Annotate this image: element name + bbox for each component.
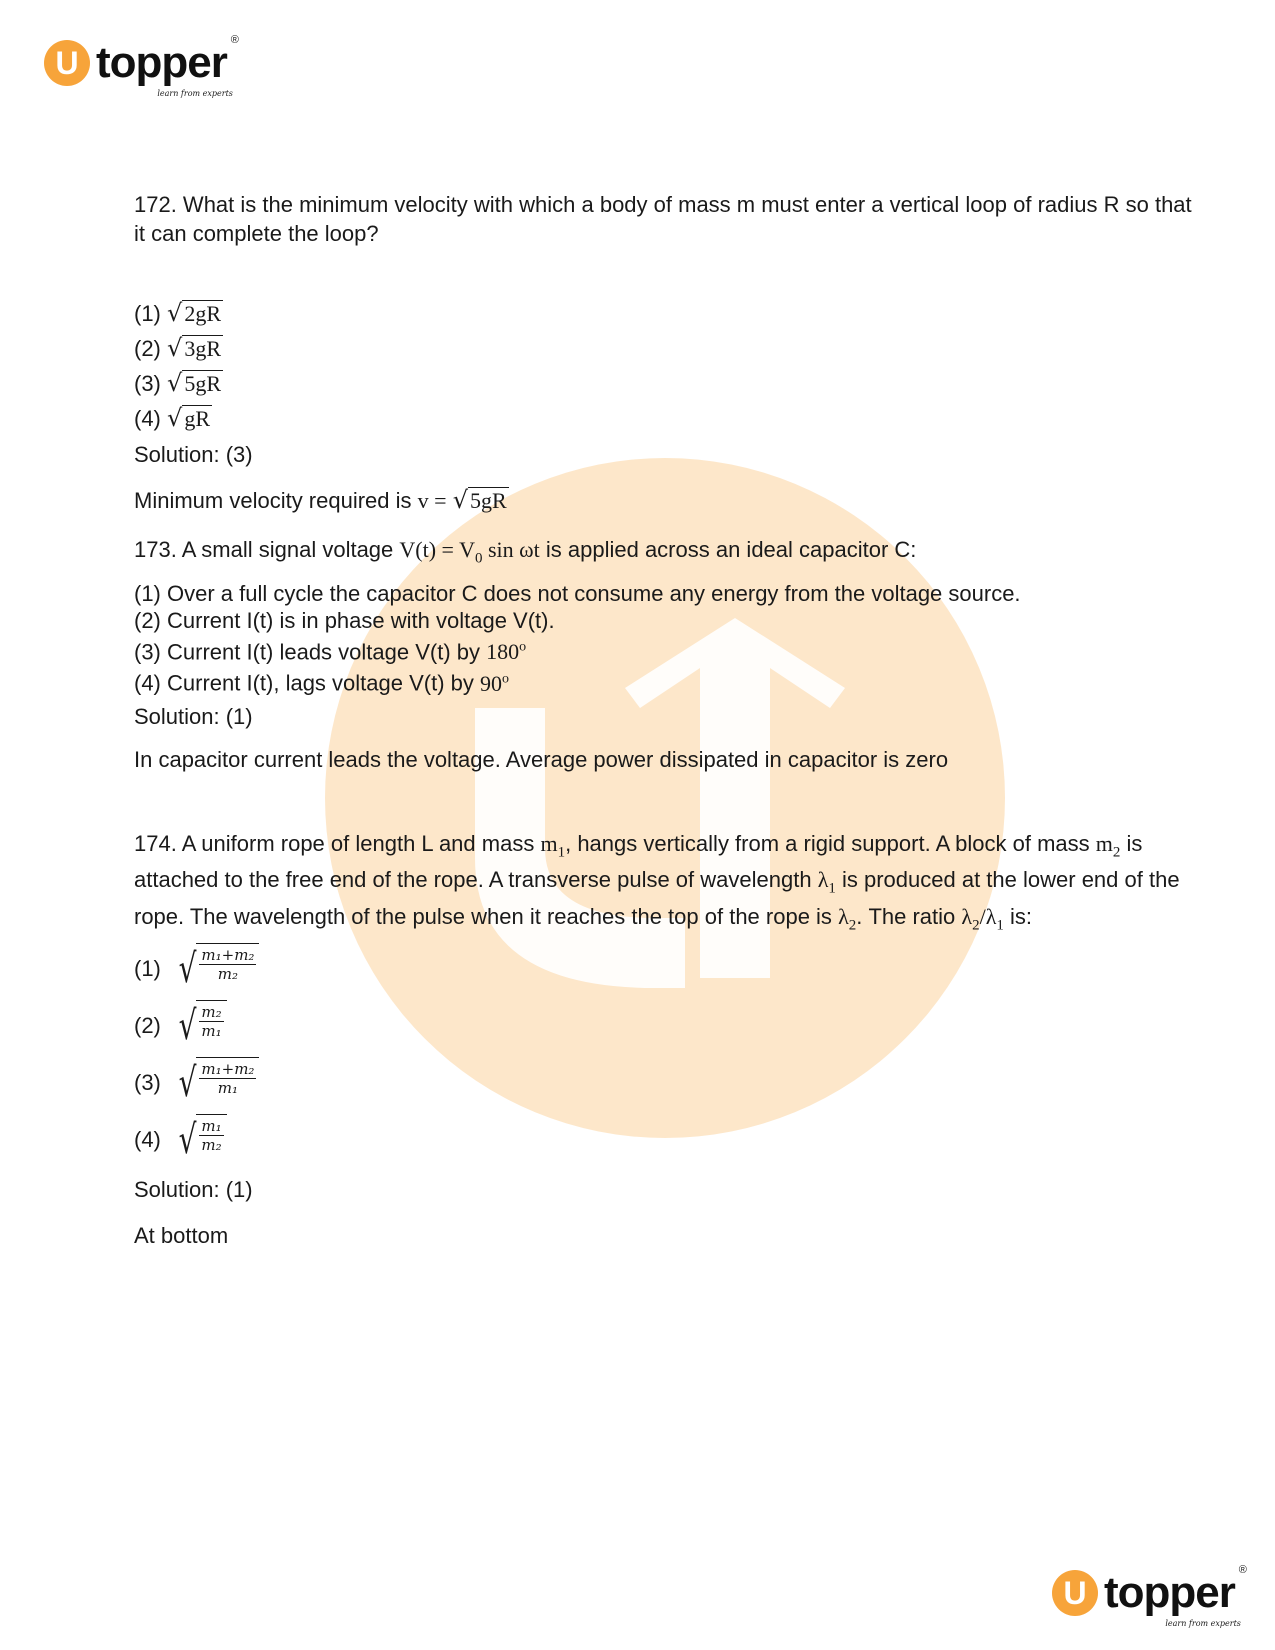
option-label: (2) [134, 336, 161, 361]
question-text: is applied across an ideal capacitor C: [545, 537, 917, 562]
sqrt-fraction: √ $\frac{\text{m₁+m₂}}{\text{m₂}}$ [171, 943, 260, 995]
question-text: . The ratio [856, 903, 956, 929]
registered-mark: ® [230, 34, 239, 46]
math-text: V(t) = V [399, 537, 475, 562]
option-label: (1) [134, 301, 161, 326]
numerator: m₁+m₂ [201, 945, 255, 964]
math-subscript: 2 [1112, 844, 1121, 861]
options-172 [134, 296, 1204, 436]
voltage-expression [399, 537, 540, 567]
options-173 [134, 580, 1204, 697]
radicand: gR [184, 406, 210, 431]
question-text: is produced at the lower end of the rope. The wavelength of the pulse when it reaches the top of the rope is [134, 867, 1180, 929]
math-degree: o [519, 640, 527, 655]
math-subscript: 1 [557, 844, 566, 861]
logo-wordmark: topper [1104, 1568, 1235, 1617]
option-text: (3) Current I(t) leads voltage V(t) by [134, 639, 481, 665]
math-angle [480, 671, 509, 696]
math-text: m [1095, 831, 1113, 856]
option-label: (2) [134, 1013, 161, 1038]
math-subscript: 2 [848, 917, 857, 934]
math-lambda [838, 903, 857, 934]
radicand: 3gR [184, 336, 221, 361]
sqrt-fraction: √ $\frac{\text{m₁}}{\text{m₂}}$ [171, 1114, 227, 1166]
radicand: 2gR [184, 301, 221, 326]
math-ratio [961, 903, 1004, 934]
question-174 [134, 830, 1204, 939]
question-text: 172. What is the minimum velocity with which a body of mass m must enter a vertical loop of radius R so that it can complete the loop? [134, 192, 1192, 246]
option-label: (4) [134, 1127, 161, 1152]
numerator: m₁ [201, 1116, 222, 1135]
solution-173: Solution: (1) [134, 704, 253, 729]
brand-logo[interactable] [44, 34, 239, 98]
math-subscript: 0 [474, 550, 483, 567]
math-mass [1095, 831, 1121, 861]
option [134, 296, 1204, 331]
option [134, 1054, 1204, 1111]
denominator: m₁ [217, 1078, 239, 1097]
registered-mark: ® [1238, 1564, 1247, 1576]
option [134, 997, 1204, 1054]
option [134, 366, 1204, 401]
logo-badge: U [1052, 1570, 1098, 1616]
math-value: 90 [480, 670, 503, 696]
sqrt-expression: √ 3gR [167, 334, 221, 362]
explanation-174: At bottom [134, 1223, 229, 1248]
sqrt-fraction: √ $\frac{\text{m₂}}{\text{m₁}}$ [171, 1000, 227, 1052]
math-lhs: v = [417, 488, 447, 513]
explanation-text: Minimum velocity required is [134, 488, 412, 513]
math-slash: / [979, 903, 986, 929]
math-subscript: 1 [828, 880, 836, 897]
math-subscript: 2 [972, 917, 980, 934]
sqrt-fraction: √ $\frac{\text{m₁+m₂}}{\text{m₁}}$ [171, 1057, 260, 1109]
logo-wordmark: topper [96, 38, 227, 87]
option [134, 331, 1204, 366]
explanation-172 [134, 486, 1204, 515]
sqrt-expression: √ 2gR [167, 299, 221, 327]
numerator: m₁+m₂ [201, 1059, 255, 1078]
solution-174: Solution: (1) [134, 1177, 253, 1202]
option [134, 1111, 1204, 1168]
math-text: λ [838, 903, 849, 929]
logo-tagline: learn from experts [1165, 1619, 1241, 1628]
question-text: , hangs vertically from a rigid support. A block of mass [565, 831, 1090, 856]
math-degree: o [502, 671, 510, 687]
math-lambda [817, 867, 836, 897]
math-value: 180 [486, 639, 520, 665]
radicand: 5gR [184, 371, 221, 396]
denominator: m₂ [217, 964, 239, 983]
question-text: is: [1010, 903, 1032, 929]
options-174 [134, 940, 1204, 1168]
option [134, 940, 1204, 997]
option-label: (3) [134, 1070, 161, 1095]
math-text: λ [985, 903, 997, 929]
option-label: (3) [134, 371, 161, 396]
option-label: (4) [134, 406, 161, 431]
solution-172: Solution: (3) [134, 442, 253, 467]
sqrt-expression: √ gR [167, 404, 210, 432]
math-text: λ [961, 903, 973, 929]
option: (2) Current I(t) is in phase with voltage V(t). [134, 608, 555, 633]
brand-logo-footer[interactable] [1052, 1564, 1247, 1628]
question-text: is attached to the free end of the rope. A transverse pulse of wavelength [134, 831, 1143, 893]
option [134, 634, 1204, 665]
option-text: (4) Current I(t), lags voltage V(t) by [134, 670, 474, 696]
math-subscript: 1 [996, 917, 1004, 934]
sqrt-expression: √ 5gR [167, 369, 221, 397]
denominator: m₁ [201, 1021, 222, 1040]
logo-badge: U [44, 40, 90, 86]
option-label: (1) [134, 956, 161, 981]
option [134, 401, 1204, 436]
math-text: sin ωt [487, 537, 540, 562]
question-text: 173. A small signal voltage [134, 537, 394, 562]
math-text: λ [817, 867, 829, 893]
radicand: 5gR [470, 488, 507, 513]
denominator: m₂ [201, 1135, 222, 1154]
question-text: 174. A uniform rope of length L and mass [134, 831, 535, 856]
question-172 [134, 190, 1204, 248]
option: (1) Over a full cycle the capacitor C does not consume any energy from the voltage source. [134, 581, 1021, 606]
math-angle [486, 639, 526, 664]
numerator: m₂ [201, 1002, 222, 1021]
math-mass [540, 831, 566, 861]
option [134, 665, 1204, 696]
sqrt-expression: √ 5gR [452, 486, 507, 514]
logo-tagline: learn from experts [157, 89, 233, 98]
explanation-173: In capacitor current leads the voltage. Average power dissipated in capacitor is zero [134, 747, 949, 772]
math-text: m [540, 831, 558, 856]
question-173 [134, 535, 1204, 573]
